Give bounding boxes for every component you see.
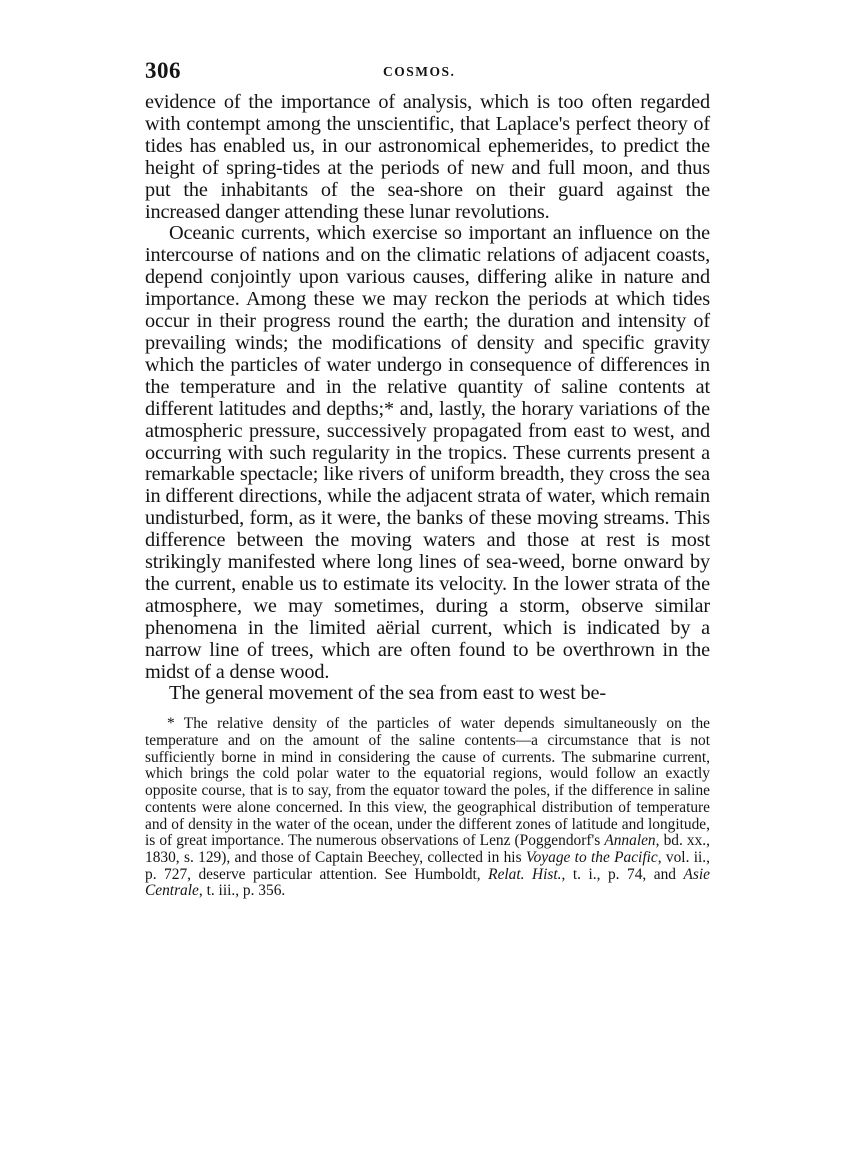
footnote-title-annalen: Annalen	[604, 832, 656, 850]
footnote-text: * The relative density of the particles of water depends simultaneously on the temperature and on the amount of the saline contents—a circumstance that is not sufficiently borne in mind in considering the cause of currents. The submarine current, which brings the cold polar water to the equatorial regions, would follow an exactly opposite course, that is to say, from the equator toward the poles, if the difference in saline contents were alone concerned. In this view, the geographical distribution of temperature and of density in the water of the ocean, under the different zones of latitude and longitude, is of great importance. The numerous observations of Lenz (Poggendorf's	[145, 715, 710, 850]
paragraph-continuation: evidence of the importance of analysis, which is too often regarded with contempt among the unscientific, that Laplace's perfect theory of tides has enabled us, in our astronomical ephemerides, to predict the height of spring-tides at the periods of new and full moon, and thus put the inhabitants of the sea-shore on their guard against the increased danger attending these lunar revolutions.	[145, 91, 710, 223]
footnote-text: , t. i., p. 74, and	[561, 865, 684, 883]
body-text	[145, 92, 710, 705]
book-page	[145, 58, 710, 900]
footnote	[145, 716, 710, 900]
footnote-text: , bd. xx., 1830, s. 129), and those of Captain Beechey, collected in his	[145, 832, 710, 866]
footnote-title-voyage: Voyage to the Pacific	[525, 849, 658, 866]
paragraph-general-movement: The general movement of the sea from east to west be-	[169, 682, 606, 705]
footnote-title-asie-centrale: Asie Centrale	[145, 865, 710, 900]
page-number: 306	[145, 58, 181, 83]
footnote-title-relat-hist: Relat. Hist.	[488, 865, 562, 883]
footnote-text: , t. iii., p. 356.	[198, 882, 286, 900]
page-header	[145, 58, 710, 92]
paragraph-oceanic-currents: Oceanic currents, which exercise so important an influence on the intercourse of nations and on the climatic relations of adjacent coasts, depend conjointly upon various causes, differing alike in nature and importance. Among these we may reckon the periods at which tides occur in their progress round the earth; the duration and intensity of prevailing winds; the modifications of density and specific gravity which the particles of water undergo in consequence of differences in the temperature and in the relative quantity of saline contents at different latitudes and depths;* and, lastly, the horary variations of the atmospheric pressure, successively propagated from east to west, and occurring with such regularity in the tropics. These currents present a remarkable spectacle; like rivers of uniform breadth, they cross the sea in different directions, while the adjacent strata of water, which remain undisturbed, form, as it were, the banks of these moving streams. This difference between the moving waters and those at rest is most strikingly manifested where long lines of sea-weed, borne onward by the current, enable us to estimate its velocity. In the lower strata of the atmosphere, we may sometimes, during a storm, observe similar phenomena in the limited aërial current, which is indicated by a narrow line of trees, which are often found to be overthrown in the midst of a dense wood.	[145, 222, 710, 683]
footnote-text: , vol. ii., p. 727, deserve particular attention. See Humboldt,	[145, 849, 710, 883]
running-title: COSMOS.	[383, 64, 456, 79]
